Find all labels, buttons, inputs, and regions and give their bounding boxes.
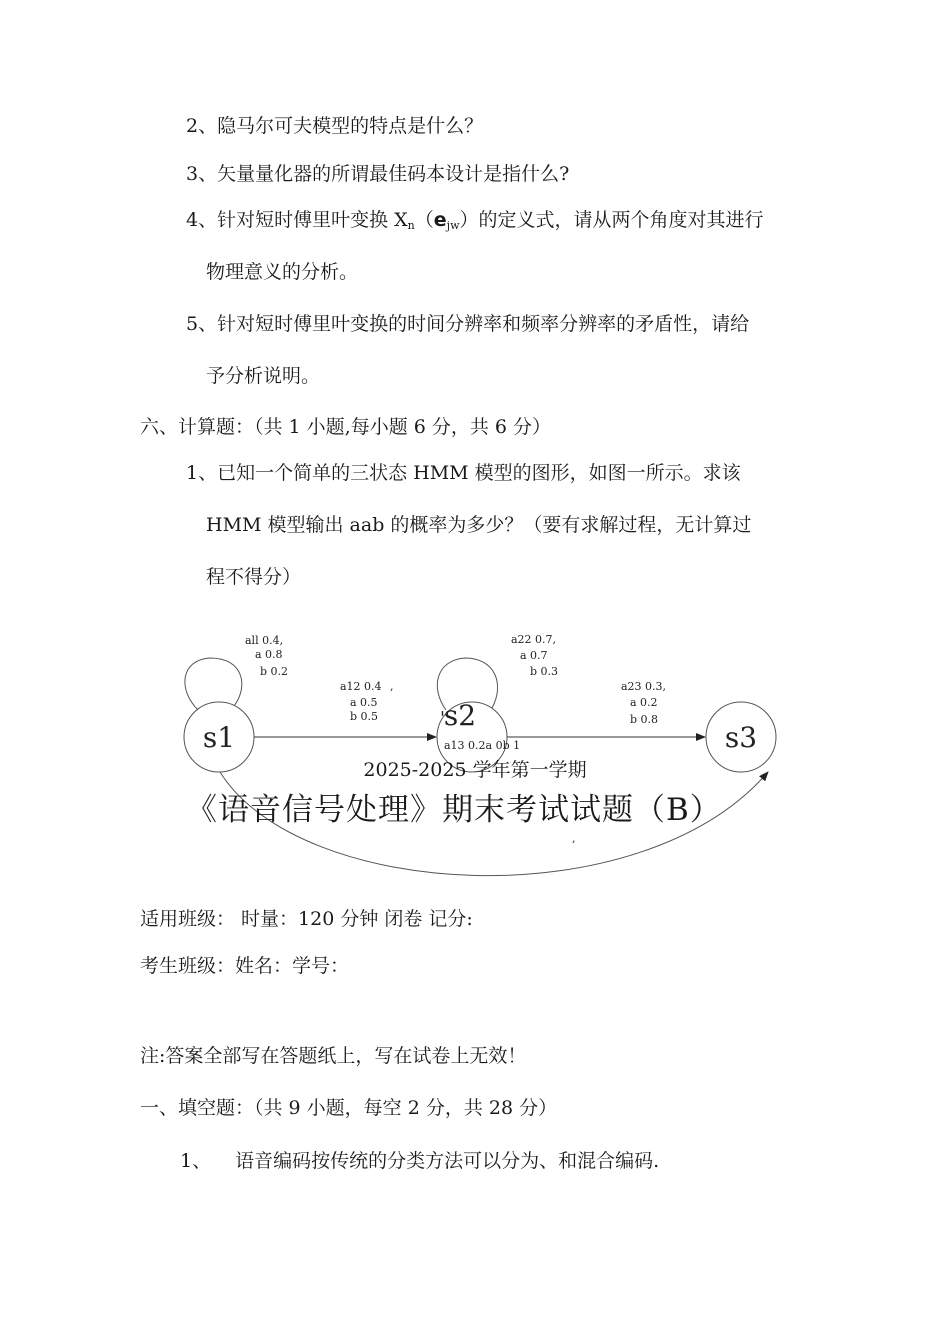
edge13-label: a13 0.2a 0b 1 [444,739,521,752]
info-line-2: 考生班级：姓名：学号： [140,955,350,977]
loop1-label-b: b 0.2 [260,665,289,678]
edge23-label-b: b 0.8 [630,713,659,726]
question-4-e-symbol: e [433,209,447,231]
loop1-label-a: a 0.8 [255,648,283,661]
section-6-title: 六、计算题：（共 1 小题,每小题 6 分，共 6 分） [140,416,552,438]
loop2-label-a22: a22 0.7, [511,633,557,646]
edge23-label-a: a 0.2 [630,696,658,709]
stray-mark: , [572,832,576,845]
question-4-paren: （ [414,209,434,231]
edge23-label-a23: a23 0.3, [621,680,667,693]
calc-question-1-line2: HMM 模型输出 aab 的概率为多少？（要有求解过程，无计算过 [206,514,752,536]
state-s1-label: s1 [202,721,236,754]
fill-question-1-text: 语音编码按传统的分类方法可以分为、和混合编码. [235,1150,660,1172]
question-4-line1 [186,208,764,238]
loop2-label-b: b 0.3 [530,665,559,678]
fill-question-1-number: 1、 [180,1150,212,1172]
exam-term: 2025-2025 学年第一学期 [363,759,587,781]
state-s2-prefix: ' [440,708,445,729]
edge12-label-a: a 0.5 [350,696,378,709]
state-s2-label: s2 [443,699,477,732]
exam-title: 《语音信号处理》期末考试试题（B） [186,792,722,828]
question-5-line2: 予分析说明。 [206,365,321,387]
question-4-suffix: ）的定义式，请从两个角度对其进行 [459,209,764,231]
edge12-comma: , [390,680,394,693]
question-4-line2: 物理意义的分析。 [206,261,359,283]
question-4-sub-n: n [407,219,415,232]
note: 注:答案全部写在答题纸上，写在试卷上无效！ [140,1045,527,1067]
section-1-title: 一、填空题：（共 9 小题，每空 2 分，共 28 分） [140,1097,558,1119]
info-line-1: 适用班级： 时量：120 分钟 闭卷 记分: [140,908,473,930]
question-3: 3、矢量量化器的所谓最佳码本设计是指什么? [186,163,570,185]
question-2: 2、隐马尔可夫模型的特点是什么？ [186,115,484,137]
question-4-sub-jw: jw [446,219,460,232]
loop1-label-a11: all 0.4, [245,634,284,647]
edge12-label-a12: a12 0.4 [340,680,382,693]
fill-question-1 [180,1149,659,1173]
edge12-label-b: b 0.5 [350,710,379,723]
state-s3-label: s3 [724,721,758,754]
question-4-prefix: 4、针对短时傅里叶变换 X [186,209,408,231]
question-5-line1: 5、针对短时傅里叶变换的时间分辨率和频率分辨率的矛盾性，请给 [186,313,750,335]
loop2-label-a: a 0.7 [520,649,548,662]
calc-question-1-line1: 1、已知一个简单的三状态 HMM 模型的图形，如图一所示。求该 [186,462,741,484]
calc-question-1-line3: 程不得分） [206,566,302,588]
